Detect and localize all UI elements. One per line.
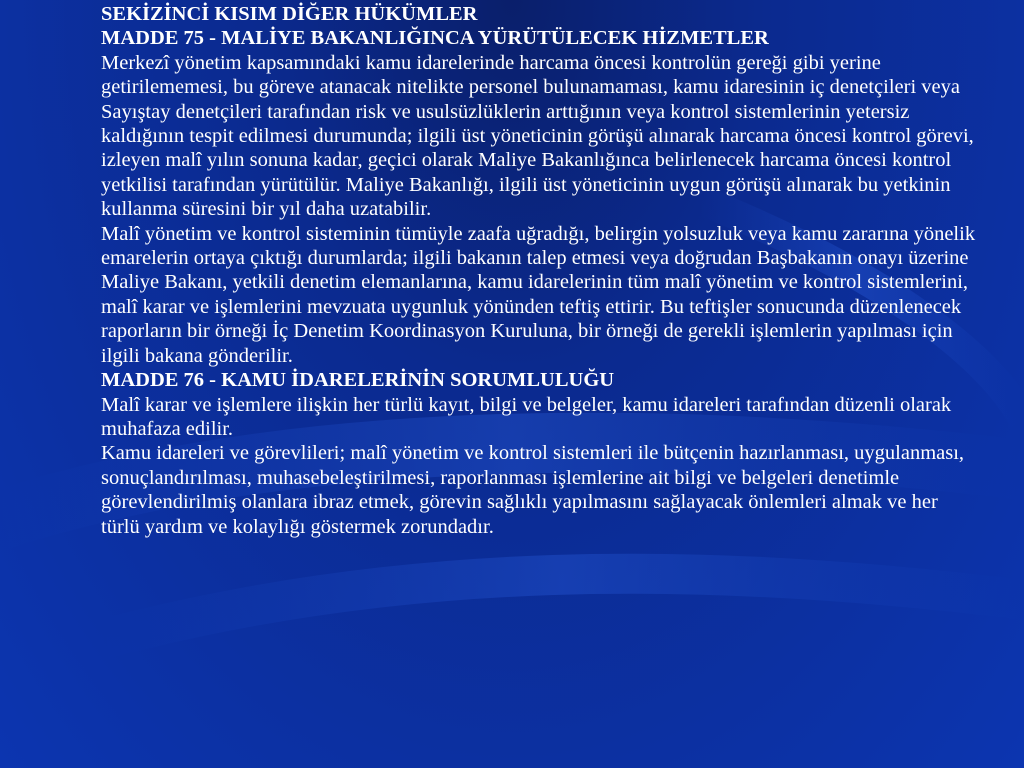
article-75-title: MADDE 75 - MALİYE BAKANLIĞINCA YÜRÜTÜLECEK HİZMETLER [101, 27, 769, 50]
article-75-paragraph-1: Merkezî yönetim kapsamındaki kamu idarelerinde harcama öncesi kontrolün gereği gibi yerine getirilememesi, bu göreve atanacak nitelikte personel bulunamaması, kamu idaresinin iç denetçileri veya Sayıştay denetçileri tarafından risk ve usulsüzlüklerin arttığının veya kontrol sistemlerinin yetersiz kaldığının tespit edilmesi durumunda; ilgili üst yöneticinin görüşü alınarak harcama öncesi kontrol görevi, izleyen malî yılın sonuna kadar, geçici olarak Maliye Bakanlığınca belirlenecek harcama öncesi kontrol yetkilisi tarafından yürütülür. Maliye Bakanlığı, ilgili üst yöneticinin uygun görüşü alınarak bu yetkinin kullanma süresini bir yıl daha uzatabilir. [101, 51, 974, 221]
article-76-title: MADDE 76 - KAMU İDARELERİNİN SORUMLULUĞU [101, 369, 615, 392]
article-76-paragraph-2: Kamu idareleri ve görevlileri; malî yönetim ve kontrol sistemleri ile bütçenin hazırlanması, uygulanması, sonuçlandırılması, muhasebeleştirilmesi, raporlanması işlemlerine ait bilgi ve belgeleri denetimle görevlendirilmiş olanlara ibraz etmek, görevin sağlıklı yapılmasını sağlayacak önlemleri almak ve her türlü yardım ve kolaylığı göstermek zorundadır. [101, 442, 965, 538]
section-title: SEKİZİNCİ KISIM DİĞER HÜKÜMLER [101, 3, 478, 25]
article-76-paragraph-1: Malî karar ve işlemlere ilişkin her türlü kayıt, bilgi ve belgeler, kamu idareleri tarafından düzenli olarak muhafaza edilir. [101, 393, 952, 440]
document-body [101, 2, 981, 539]
article-75-paragraph-2: Malî yönetim ve kontrol sisteminin tümüyle zaafa uğradığı, belirgin yolsuzluk veya kamu zararına yönelik emarelerin ortaya çıktığı durumlarda; ilgili bakanın talep etmesi veya doğrudan Başbakanın onayı üzerine Maliye Bakanı, yetkili denetim elemanlarına, kamu idarelerinin tüm malî yönetim ve kontrol sistemlerini, malî karar ve işlemlerini mevzuata uygunluk yönünden teftiş ettirir. Bu teftişler sonucunda düzenlenecek raporların bir örneği İç Denetim Koordinasyon Kuruluna, bir örneği de gerekli işlemlerin yapılması için ilgili bakana gönderilir. [101, 222, 976, 367]
